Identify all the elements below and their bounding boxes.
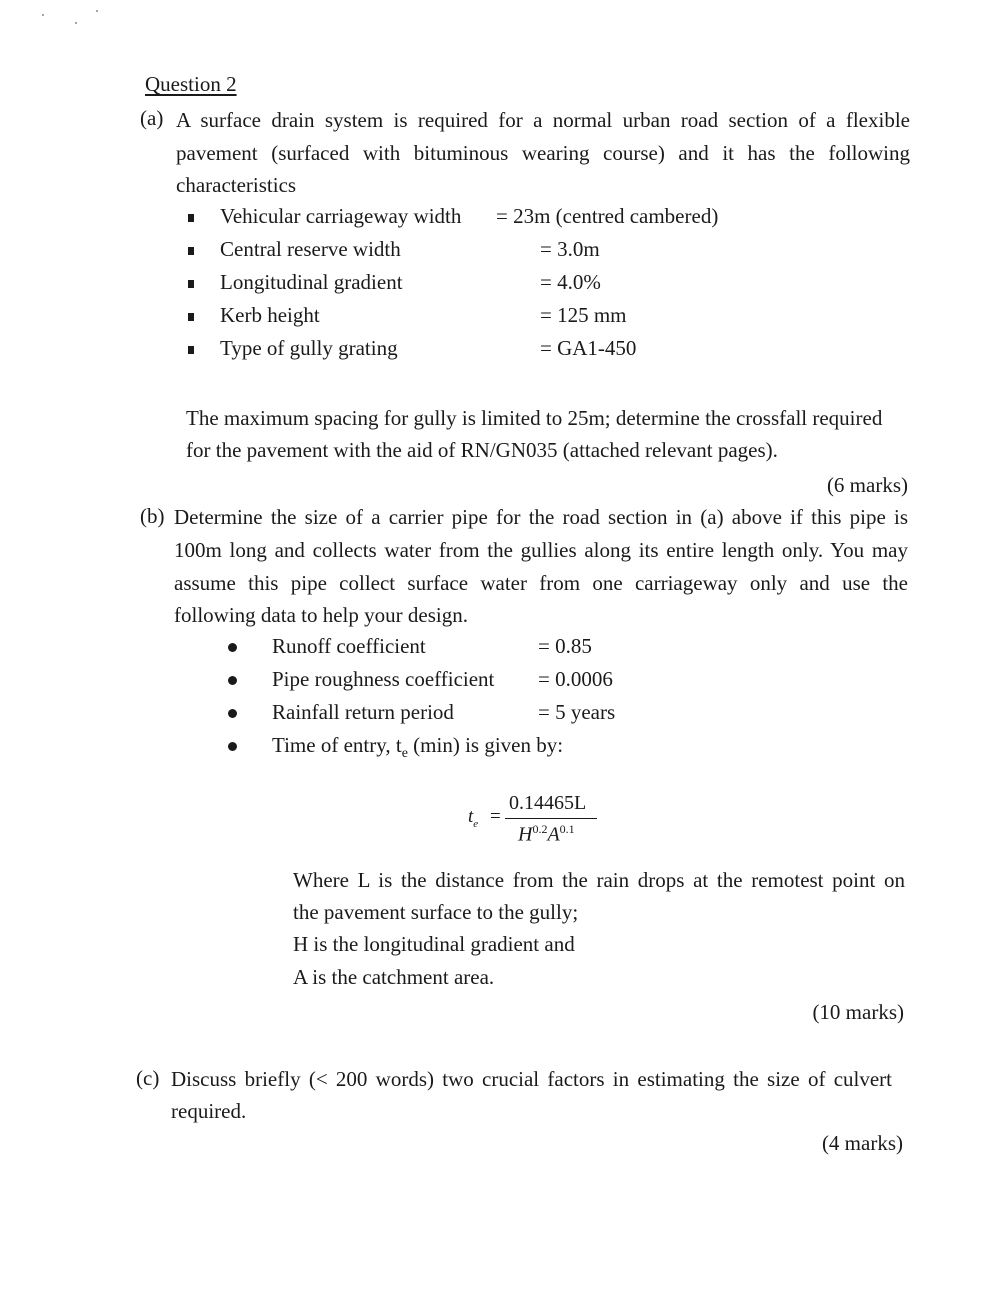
part-c-line: required. (171, 1099, 247, 1123)
formula-denominator (518, 822, 575, 847)
time-of-entry-tail: (min) is given by: (407, 733, 564, 757)
design-data-name: Rainfall return period (272, 700, 454, 724)
part-b-intro-line: following data to help your design. (174, 603, 468, 627)
formula-exponent-h: 0.2 (532, 822, 548, 836)
characteristic-name: Kerb height (220, 303, 320, 327)
characteristic-name: Longitudinal gradient (220, 270, 403, 294)
characteristic-value: = 23m (centred cambered) (496, 204, 719, 228)
part-a-intro-line: A surface drain system is required for a normal urban road section of a flexible (176, 108, 910, 132)
where-line: H is the longitudinal gradient and (293, 932, 575, 956)
part-a-marks: (6 marks) (826, 473, 908, 497)
part-c-marks: (4 marks) (821, 1131, 903, 1155)
characteristic-value: = 4.0% (540, 270, 601, 294)
square-bullet-icon (188, 214, 194, 222)
time-of-entry-text: Time of entry, t (272, 733, 402, 757)
where-line: the pavement surface to the gully; (293, 900, 579, 924)
part-a-intro-line: pavement (surfaced with bituminous wearing course) and it has the following (176, 141, 910, 165)
part-b-intro-line: 100m long and collects water from the gullies along its entire length only. You may (174, 538, 908, 562)
round-bullet-icon (228, 676, 237, 685)
round-bullet-icon (228, 643, 237, 652)
where-line: Where L is the distance from the rain drops at the remotest point on (293, 868, 905, 892)
formula-fraction-bar (505, 818, 597, 819)
formula-numerator-text: 0.14465L (509, 792, 587, 814)
where-line: A is the catchment area. (293, 965, 495, 989)
formula-lhs-symbol: t (468, 806, 474, 827)
part-a-intro-line: characteristics (176, 173, 297, 197)
formula-lhs (468, 806, 478, 830)
characteristic-name: Type of gully grating (220, 336, 398, 360)
round-bullet-icon (228, 709, 237, 718)
square-bullet-icon (188, 346, 194, 354)
formula-numerator (509, 792, 586, 815)
design-data-name (272, 733, 563, 762)
design-data-name: Runoff coefficient (272, 634, 426, 658)
formula-base-a: A (547, 823, 560, 846)
part-c-line: Discuss briefly (< 200 words) two crucial factors in estimating the size of culvert (171, 1067, 892, 1091)
characteristic-name: Vehicular carriageway width (220, 204, 462, 228)
part-c-label: (c) (136, 1066, 160, 1090)
part-b-label: (b) (140, 504, 165, 528)
design-data-value: = 0.0006 (538, 667, 613, 691)
formula-base-h: H (518, 823, 533, 846)
square-bullet-icon (188, 247, 194, 255)
characteristic-value: = 3.0m (540, 237, 600, 261)
round-bullet-icon (228, 742, 237, 751)
time-of-entry-subscript: e (401, 746, 408, 762)
part-a-label: (a) (140, 106, 164, 130)
part-b-intro-line: Determine the size of a carrier pipe for the road section in (a) above if this pipe is (174, 505, 908, 529)
part-a-task-line: The maximum spacing for gully is limited to 25m; determine the crossfall required (186, 406, 883, 430)
question-title: Question 2 (145, 72, 237, 96)
part-a-task-line: for the pavement with the aid of RN/GN035 (attached relevant pages). (186, 438, 778, 462)
part-b-marks: (10 marks) (812, 1000, 904, 1024)
design-data-value: = 5 years (538, 700, 616, 724)
formula-lhs-subscript: e (473, 817, 479, 830)
square-bullet-icon (188, 313, 194, 321)
square-bullet-icon (188, 280, 194, 288)
formula-exponent-a: 0.1 (559, 822, 575, 836)
characteristic-value: = GA1-450 (540, 336, 637, 360)
part-b-intro-line: assume this pipe collect surface water from one carriageway only and use the (174, 571, 908, 595)
design-data-name: Pipe roughness coefficient (272, 667, 495, 691)
scan-speck (96, 10, 98, 12)
characteristic-value: = 125 mm (540, 303, 627, 327)
characteristic-name: Central reserve width (220, 237, 401, 261)
formula-equals: = (490, 806, 501, 827)
design-data-value: = 0.85 (538, 634, 592, 658)
scan-speck (75, 22, 77, 24)
scan-speck (42, 14, 44, 16)
